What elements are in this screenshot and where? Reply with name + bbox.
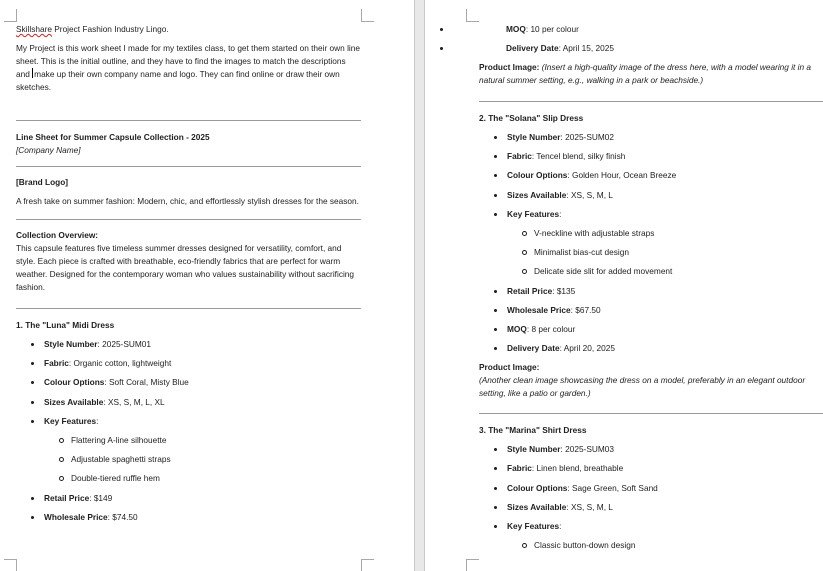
feature-item: Minimalist bias-cut design [507,246,823,259]
list-item: Retail Price: $149 [16,492,361,505]
feature-item: Flattering A-line silhouette [44,434,361,447]
feature-item: V-neckline with adjustable straps [507,227,823,240]
crop-mark [361,559,374,571]
page-body-continued[interactable] [479,61,823,125]
crop-mark [361,9,374,22]
features-sublist [507,539,823,552]
product-image-note: (Another clean image showcasing the dress on a model, preferably in an elegant outdoor setting, like a patio or garden.) [479,375,806,399]
crop-mark [4,9,17,22]
list-item: MOQ: 8 per colour [479,323,823,336]
crop-mark [466,9,479,22]
product-heading: 3. The "Marina" Shirt Dress [479,425,587,436]
list-item: Fabric: Organic cotton, lightweight [16,357,361,370]
intro-paragraph[interactable]: My Project is this work sheet I made for my textiles class, to get them started on their own line sheet. This is the initial outline, and they have to find the images to match the descriptions and make up their own company name and logo. They can find online or draw their own sketches. [16,43,360,92]
list-item: Wholesale Price: $67.50 [479,304,823,317]
list-item: Retail Price: $135 [479,285,823,298]
features-sublist [44,434,361,485]
feature-item: Adjustable spaghetti straps [44,453,361,466]
list-item: Sizes Available: XS, S, M, L [479,501,823,514]
list-item: Wholesale Price: $74.50 [16,511,361,524]
misspelled-word[interactable]: Skillshare [16,24,52,34]
brand-logo-placeholder: [Brand Logo] [16,177,69,187]
list-item: Style Number: 2025-SUM03 [479,443,823,456]
crop-mark [466,559,479,571]
product-heading: 1. The "Luna" Midi Dress [16,320,115,330]
document-title[interactable]: Skillshare Project Fashion Industry Lingo. [16,24,169,34]
horizontal-rule [16,120,361,121]
product-2-specs [479,131,823,558]
crop-mark [4,559,17,571]
list-item: Key Features: Classic button-down design [479,520,823,552]
list-item: Delivery Date: April 15, 2025 [425,42,821,55]
list-item: Delivery Date: April 20, 2025 [479,342,823,355]
product-image-label: Product Image: [479,362,540,373]
product-spec-list [425,23,821,55]
list-item: Colour Options: Golden Hour, Ocean Breeze [479,169,823,182]
feature-item: Classic button-down design [507,539,823,552]
list-item: Key Features: V-neckline with adjustable straps Minimalist bias-cut design Delicate side slit for added movement [479,208,823,279]
horizontal-rule [479,413,823,414]
overview-heading: Collection Overview: [16,230,99,240]
product-image-note: Product Image: (Insert a high-quality image of the dress here, with a model wearing it in a natural summer setting, e.g., walking in a park or beachside.) [479,62,812,85]
page-body[interactable] [16,23,361,530]
list-item: Sizes Available: XS, S, M, L, XL [16,396,361,409]
list-item: Fabric: Tencel blend, silky finish [479,150,823,163]
list-item: MOQ: 10 per colour [425,23,821,36]
line-sheet-title: Line Sheet for Summer Capsule Collection - 2025 [16,132,210,142]
feature-item: Double-tiered ruffle hem [44,472,361,485]
list-item: Fabric: Linen blend, breathable [479,462,823,475]
features-sublist [507,227,823,278]
list-item: Style Number: 2025-SUM02 [479,131,823,144]
product-spec-list [479,131,823,355]
text-cursor [32,68,33,78]
feature-item: Delicate side slit for added movement [507,265,823,278]
list-item: Colour Options: Soft Coral, Misty Blue [16,376,361,389]
list-item: Colour Options: Sage Green, Soft Sand [479,482,823,495]
list-item: Key Features: Flattering A-line silhouette Adjustable spaghetti straps Double-tiered ruffle hem [16,415,361,486]
page-body[interactable] [479,23,821,61]
horizontal-rule [479,101,823,102]
horizontal-rule [16,219,361,220]
company-name: [Company Name] [16,145,81,155]
page-gap [414,0,425,571]
list-item: Sizes Available: XS, S, M, L [479,189,823,202]
list-item: Style Number: 2025-SUM01 [16,338,361,351]
tagline: A fresh take on summer fashion: Modern, chic, and effortlessly stylish dresses for the season. [16,196,359,206]
horizontal-rule [16,308,361,309]
product-spec-list [479,443,823,552]
horizontal-rule [16,166,361,167]
product-heading: 2. The "Solana" Slip Dress [479,113,584,123]
product-spec-list [16,338,361,524]
overview-text: This capsule features five timeless summer dresses designed for versatility, comfort, and style. Each piece is crafted with breathable, eco-friendly fabrics that are perfect for warm weather. Designed for the contemporary woman who values sustainability without sacrificing fashion. [16,243,355,292]
